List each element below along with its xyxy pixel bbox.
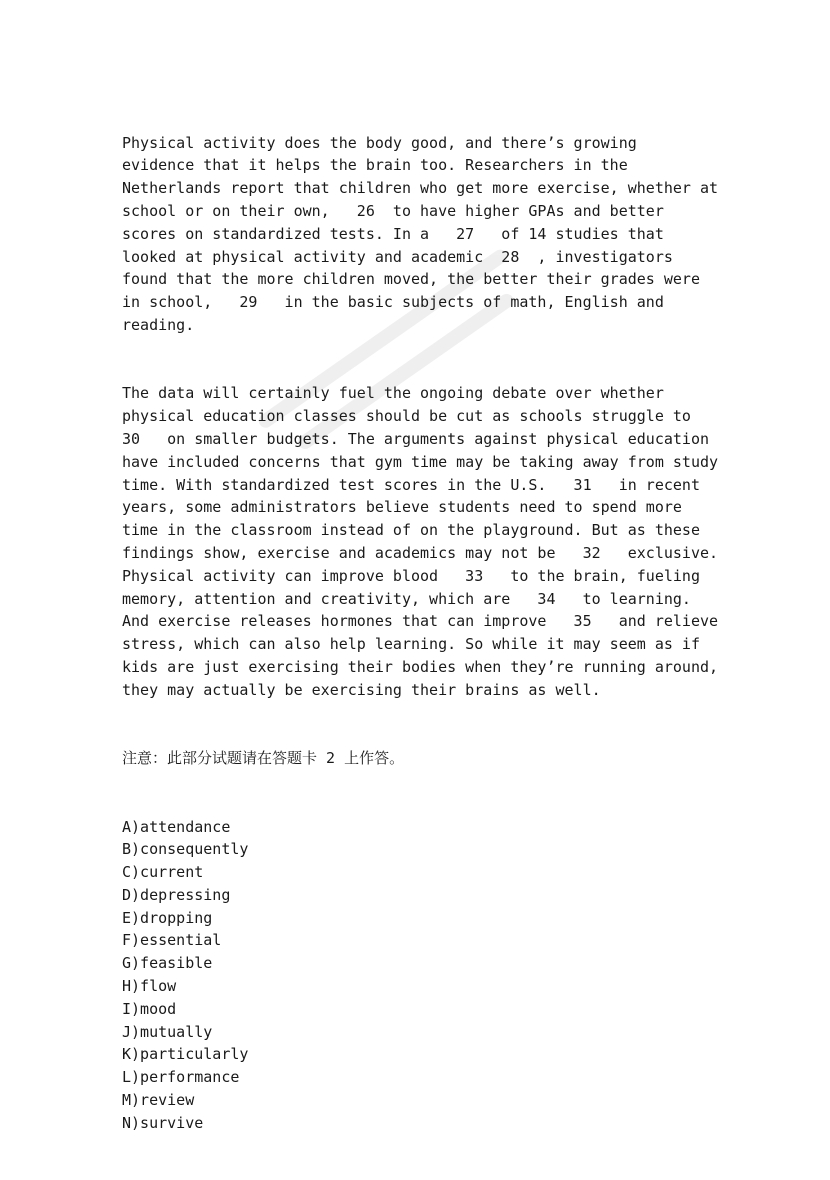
option-item: I)mood: [122, 999, 177, 1018]
passage-line: Physical activity does the body good, and there’s growing: [122, 133, 637, 152]
passage-line: years, some administrators believe students need to spend more: [122, 498, 682, 517]
passage-line: kids are just exercising their bodies when they’re running around,: [122, 657, 719, 676]
document-text: [122, 86, 722, 1180]
option-item: F)essential: [122, 931, 222, 950]
passage-line: The data will certainly fuel the ongoing debate over whether: [122, 384, 664, 403]
options-list: [122, 816, 722, 1135]
passage-line: have included concerns that gym time may be taking away from study: [122, 452, 719, 471]
passage-line: memory, attention and creativity, which are 34 to learning.: [122, 589, 691, 608]
option-item: G)feasible: [122, 954, 213, 973]
passage-line: scores on standardized tests. In a 27 of 14 studies that: [122, 224, 664, 243]
answer-sheet-note: 注意：此部分试题请在答题卡 2 上作答。: [122, 749, 405, 768]
option-item: J)mutually: [122, 1022, 213, 1041]
passage-line: reading.: [122, 315, 195, 334]
option-item: E)dropping: [122, 908, 213, 927]
passage-line: Physical activity can improve blood 33 to the brain, fueling: [122, 566, 700, 585]
passage-paragraph-2: [122, 382, 722, 701]
option-item: B)consequently: [122, 840, 249, 859]
option-item: K)particularly: [122, 1045, 249, 1064]
passage-line: looked at physical activity and academic 28 , investigators: [122, 247, 673, 266]
passage-line: school or on their own, 26 to have higher GPAs and better: [122, 201, 664, 220]
passage-line: physical education classes should be cut as schools struggle to: [122, 407, 691, 426]
passage-line: evidence that it helps the brain too. Researchers in the: [122, 156, 628, 175]
passage-line: Netherlands report that children who get more exercise, whether at: [122, 179, 719, 198]
option-item: D)depressing: [122, 885, 231, 904]
passage-paragraph-1: [122, 132, 722, 337]
option-item: M)review: [122, 1091, 195, 1110]
passage-line: time. With standardized test scores in the U.S. 31 in recent: [122, 475, 700, 494]
passage-line: they may actually be exercising their brains as well.: [122, 680, 601, 699]
option-item: H)flow: [122, 977, 177, 996]
option-item: L)performance: [122, 1068, 240, 1087]
passage-line: in school, 29 in the basic subjects of math, English and: [122, 293, 664, 312]
passage-line: 30 on smaller budgets. The arguments against physical education: [122, 429, 709, 448]
option-item: N)survive: [122, 1113, 204, 1132]
passage-line: found that the more children moved, the better their grades were: [122, 270, 700, 289]
option-item: C)current: [122, 863, 204, 882]
passage-line: stress, which can also help learning. So while it may seem as if: [122, 635, 700, 654]
passage-line: time in the classroom instead of on the playground. But as these: [122, 521, 700, 540]
passage-line: findings show, exercise and academics may not be 32 exclusive.: [122, 543, 719, 562]
option-item: A)attendance: [122, 817, 231, 836]
passage-line: And exercise releases hormones that can improve 35 and relieve: [122, 612, 719, 631]
